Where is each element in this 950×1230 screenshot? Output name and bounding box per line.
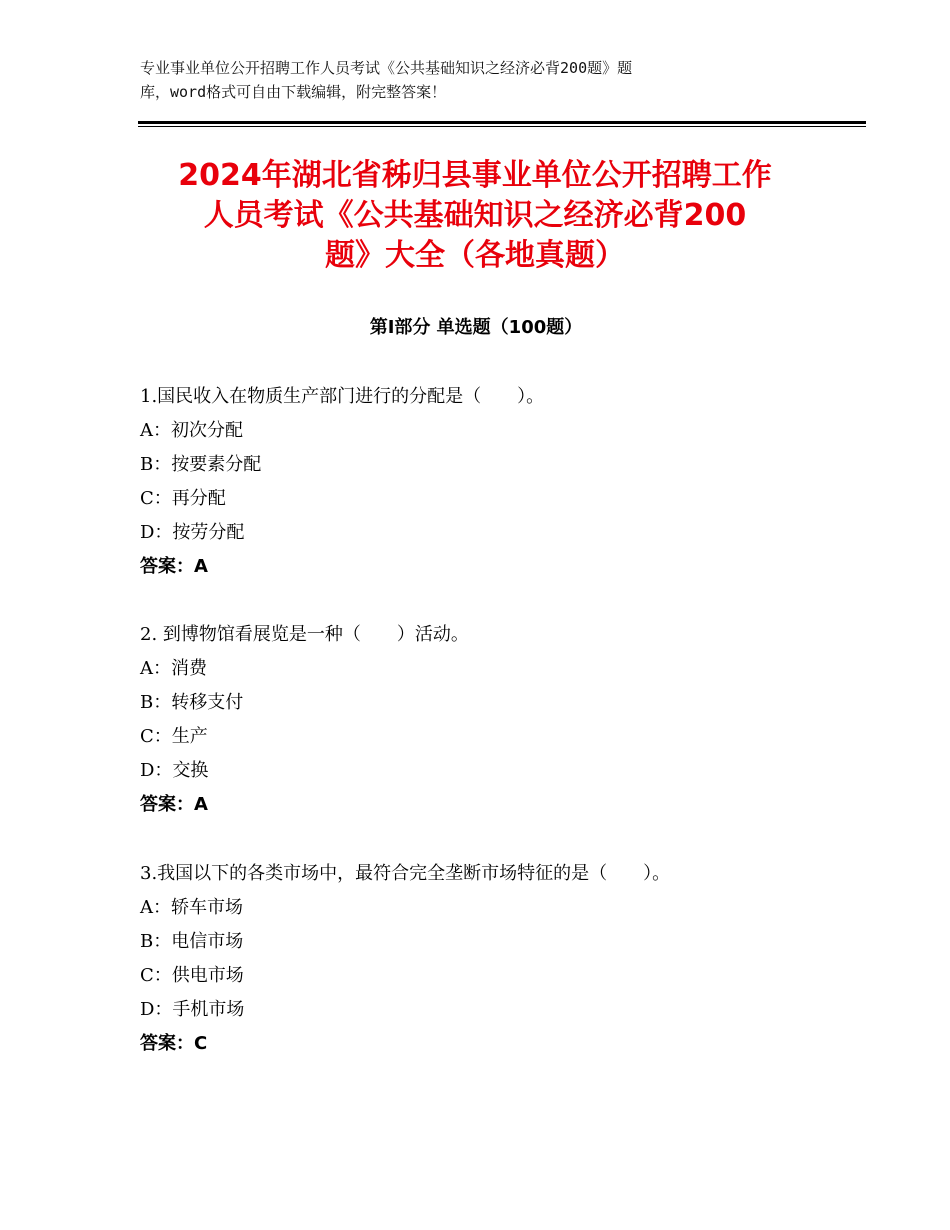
- question-stem: 1.国民收入在物质生产部门进行的分配是（ ）。: [140, 386, 545, 407]
- section-heading: 第Ⅰ部分 单选题（100题）: [369, 317, 583, 338]
- option-d: D：交换: [140, 760, 209, 781]
- option-c: C：再分配: [140, 488, 226, 509]
- option-b: B：电信市场: [140, 931, 244, 952]
- option-c: C：供电市场: [140, 965, 244, 986]
- option-a: A：消费: [140, 658, 207, 679]
- answer-label: 答案：A: [140, 556, 208, 577]
- header-line-1: 专业事业单位公开招聘工作人员考试《公共基础知识之经济必背200题》题: [140, 59, 633, 77]
- title-line-2: 人员考试《公共基础知识之经济必背200: [203, 198, 747, 233]
- option-b: B：转移支付: [140, 692, 244, 713]
- document-header: [140, 56, 790, 104]
- answer-label: 答案：C: [140, 1033, 208, 1054]
- header-line-2: 库，word格式可自由下载编辑，附完整答案！: [140, 83, 447, 101]
- option-d: D：手机市场: [140, 999, 245, 1020]
- option-a: A：初次分配: [140, 420, 243, 441]
- header-rule-thick: [138, 121, 866, 124]
- question-block-1: [140, 380, 840, 584]
- question-stem: 2. 到博物馆看展览是一种（ ）活动。: [140, 624, 469, 645]
- option-d: D：按劳分配: [140, 522, 245, 543]
- answer-label: 答案：A: [140, 794, 208, 815]
- title-line-1: 2024年湖北省秭归县事业单位公开招聘工作: [178, 158, 772, 193]
- question-block-3: [140, 857, 840, 1061]
- document-title: [140, 156, 810, 276]
- header-rule-thin: [138, 126, 866, 127]
- question-block-2: [140, 618, 840, 822]
- option-c: C：生产: [140, 726, 208, 747]
- option-b: B：按要素分配: [140, 454, 262, 475]
- question-stem: 3.我国以下的各类市场中，最符合完全垄断市场特征的是（ ）。: [140, 863, 671, 884]
- title-line-3: 题》大全（各地真题）: [325, 238, 625, 273]
- option-a: A：轿车市场: [140, 897, 243, 918]
